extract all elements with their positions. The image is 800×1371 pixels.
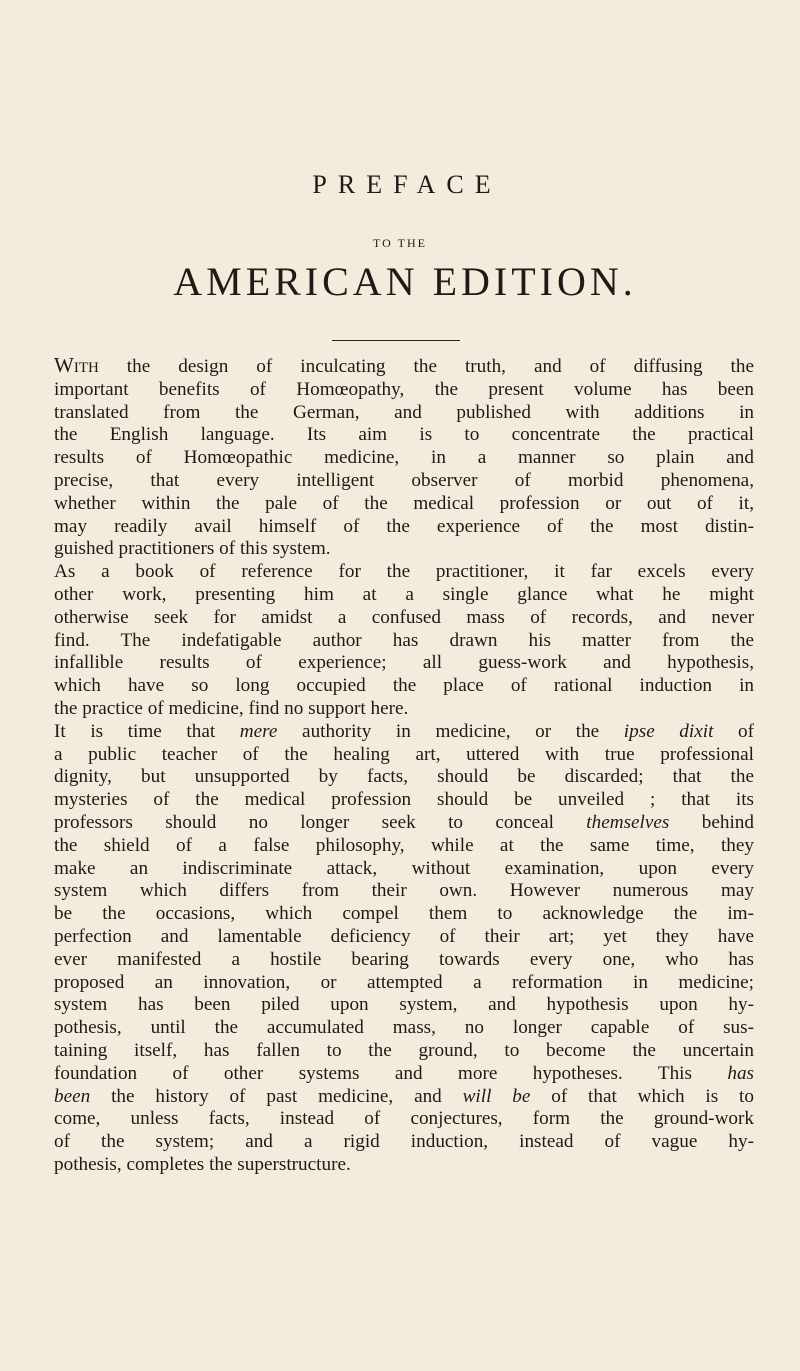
paragraph-3 [54, 721, 754, 1177]
text-line: results of Homœopathic medicine, in a manner so plain and [54, 447, 754, 469]
italic-will-be: will be [462, 1085, 531, 1107]
text-line: It is time that mere authority in medicine, or the ipse dixit of [54, 720, 755, 742]
text-line: other work, presenting him at a single glance what he might [54, 583, 754, 605]
text-line: pothesis, completes the superstructure. [54, 1153, 351, 1175]
text-line: whether within the pale of the medical profession or out of it, [54, 492, 754, 514]
preface-subtitle-to-the: TO THE [373, 236, 427, 250]
text-line: As a book of reference for the practitioner, it far excels every [54, 561, 754, 583]
text-line: of the system; and a rigid induction, instead of vague hy- [54, 1131, 754, 1153]
text-line: translated from the German, and published with additions in [54, 401, 754, 423]
text-line: foundation of other systems and more hypotheses. This has [54, 1062, 754, 1084]
text-line: been the history of past medicine, and will be of that which is to [54, 1085, 754, 1107]
paragraph-1 [54, 354, 754, 561]
text-line: which have so long occupied the place of rational induction in [54, 675, 754, 697]
italic-ipse-dixit: ipse dixit [623, 720, 714, 742]
text-line: With the design of inculcating the truth, and of diffusing the [54, 353, 754, 377]
italic-has: has [727, 1062, 754, 1084]
text-line: mysteries of the medical profession should be unveiled ; that its [54, 789, 754, 811]
title-divider-rule [332, 340, 460, 341]
drop-word: With [54, 353, 99, 377]
text-line: pothesis, until the accumulated mass, no longer capable of sus- [54, 1017, 754, 1039]
preface-body [54, 354, 754, 1177]
italic-themselves: themselves [586, 811, 670, 833]
text-line: be the occasions, which compel them to acknowledge the im- [54, 903, 754, 925]
text-line: system has been piled upon system, and hypothesis upon hy- [54, 994, 754, 1016]
text-line: precise, that every intelligent observer of morbid phenomena, [54, 469, 754, 491]
text-line: system which differs from their own. However numerous may [54, 880, 754, 902]
text-line: taining itself, has fallen to the ground, to become the uncertain [54, 1039, 754, 1061]
italic-mere: mere [239, 720, 278, 742]
text-line: find. The indefatigable author has drawn his matter from the [54, 629, 754, 651]
text-line: the practice of medicine, find no support here. [54, 697, 409, 719]
text-line: infallible results of experience; all guess-work and hypothesis, [54, 652, 754, 674]
text-line: the English language. Its aim is to concentrate the practical [54, 424, 754, 446]
preface-title: PREFACE [312, 170, 502, 199]
text-line: perfection and lamentable deficiency of their art; yet they have [54, 925, 754, 947]
text-line: may readily avail himself of the experience of the most distin- [54, 515, 754, 537]
paragraph-2 [54, 561, 754, 721]
text-line: a public teacher of the healing art, uttered with true professional [54, 743, 754, 765]
text-line: make an indiscriminate attack, without examination, upon every [54, 857, 754, 879]
italic-been: been [54, 1085, 91, 1107]
text-line: ever manifested a hostile bearing towards every one, who has [54, 948, 754, 970]
text-line: professors should no longer seek to conceal themselves behind [54, 811, 754, 833]
text-line: guished practitioners of this system. [54, 538, 331, 560]
text-line: come, unless facts, instead of conjectures, form the ground-work [54, 1108, 754, 1130]
text-line: otherwise seek for amidst a confused mass of records, and never [54, 606, 754, 628]
text-line: the shield of a false philosophy, while at the same time, they [54, 834, 754, 856]
text-line: important benefits of Homœopathy, the present volume has been [54, 378, 754, 400]
text-line: proposed an innovation, or attempted a reformation in medicine; [54, 971, 754, 993]
preface-edition-title: AMERICAN EDITION. [173, 259, 637, 304]
text-line: dignity, but unsupported by facts, should be discarded; that the [54, 766, 754, 788]
